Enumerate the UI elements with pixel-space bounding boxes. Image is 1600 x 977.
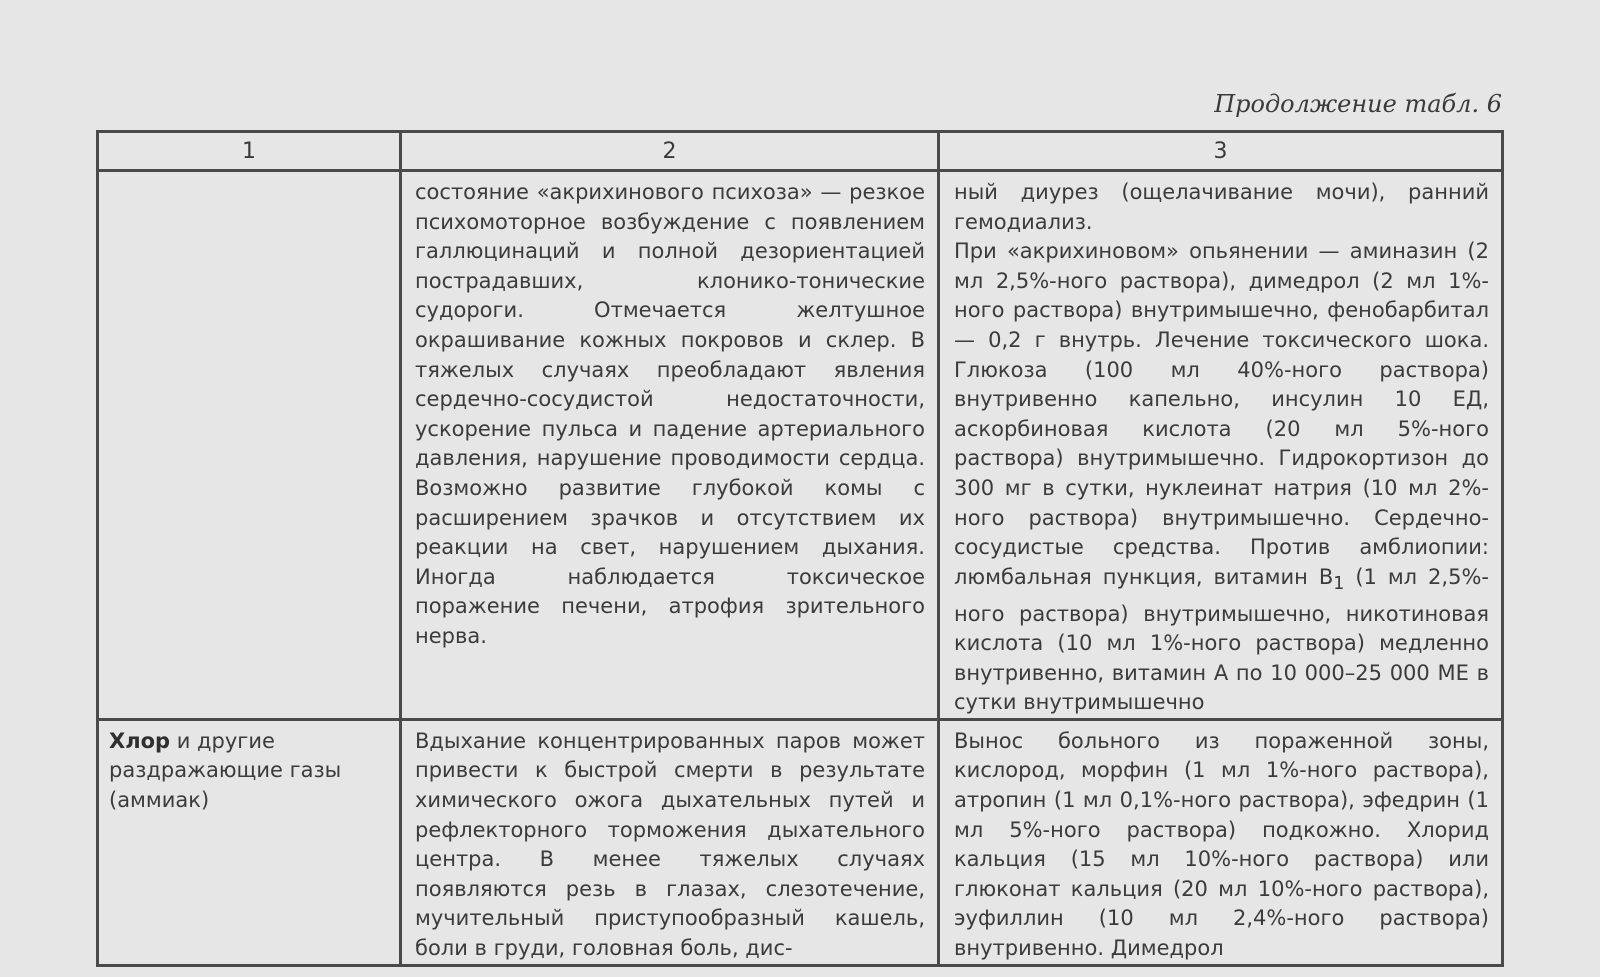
- substance-cell: [98, 171, 401, 720]
- treatment-cell: [939, 171, 1503, 720]
- symptoms-text: состояние «акрихинового психоза» — резкое психомоторное возбуждение с появлением галлюцинаций и полной дезориентацией пострадавших, клонико-тонические судороги. Отмечается желтушное окрашивание кожных покровов и склер. В тяжелых случаях преобладают явления сердечно-сосудистой недостаточности, ускорение пульса и падение артериального давления, нарушение проводимости сердца. Возможно развитие глубокой комы с расширением зрачков и отсутствием их реакции на свет, нарушением дыхания. Иногда наблюдается токсическое поражение печени, атрофия зрительного нерва.: [415, 180, 925, 648]
- symptoms-cell: [401, 171, 939, 720]
- treatment-text: Вынос больного из пораженной зоны, кислород, морфин (1 мл 1%-ного раствора), атропин (1 мл 0,1%-ного раствора), эфедрин (1 мл 5%-ного раствора) подкожно. Хлорид кальция (15 мл 10%-ного раствора) или глюконат кальция (20 мл 10%-ного раствора), эуфиллин (10 мл 2,4%-ного раствора) внутривенно. Димедрол: [954, 728, 1489, 961]
- column-header-2: 2: [401, 132, 939, 171]
- symptoms-cell: [401, 719, 939, 965]
- treatment-cell: [939, 719, 1503, 965]
- column-header-1: 1: [98, 132, 401, 171]
- header-row: [98, 132, 1503, 171]
- column-header-3: 3: [939, 132, 1503, 171]
- table-caption: Продолжение табл. 6: [1214, 90, 1502, 118]
- table-row: [98, 171, 1503, 720]
- symptoms-text: Вдыхание концентрированных паров может привести к быстрой смерти в результате химического ожога дыхательных путей и рефлекторного торможения дыхательного центра. В менее тяжелых случаях появляются резь в глазах, слезотечение, мучительный приступообразный кашель, боли в груди, головная боль, дис-: [415, 728, 925, 961]
- poisoning-table: [96, 130, 1504, 967]
- substance-cell: [98, 719, 401, 965]
- treatment-text: ный диурез (ощелачивание мочи), ранний гемодиализ. При «акрихиновом» опьянении — аминазин (2 мл 2,5%-ного раствора), димедрол (2 мл 1%-ного раствора) внутримышечно, фенобарбитал — 0,2 г внутрь. Лечение токсического шока. Глюкоза (100 мл 40%-ного раствора) внутривенно капельно, инсулин 10 ЕД, аскорбиновая кислота (20 мл 5%-ного раствора) внутримышечно. Гидрокортизон до 300 мг в сутки, нуклеинат натрия (10 мл 2%-ного раствора) внутримышечно. Сердечно-сосудистые средства. Против амблиопии: люмбальная пункция, витамин $В_1$ (1 мл 2,5%-ного раствора) внутримышечно, никотиновая кислота (10 мл 1%-ного раствора) медленно внутривенно, витамин А по 10 000–25 000 МЕ в сутки внутримышечно: [954, 180, 1489, 715]
- substance-text: Хлор и другие раздражающие газы (аммиак): [109, 728, 342, 813]
- table-row: [98, 719, 1503, 965]
